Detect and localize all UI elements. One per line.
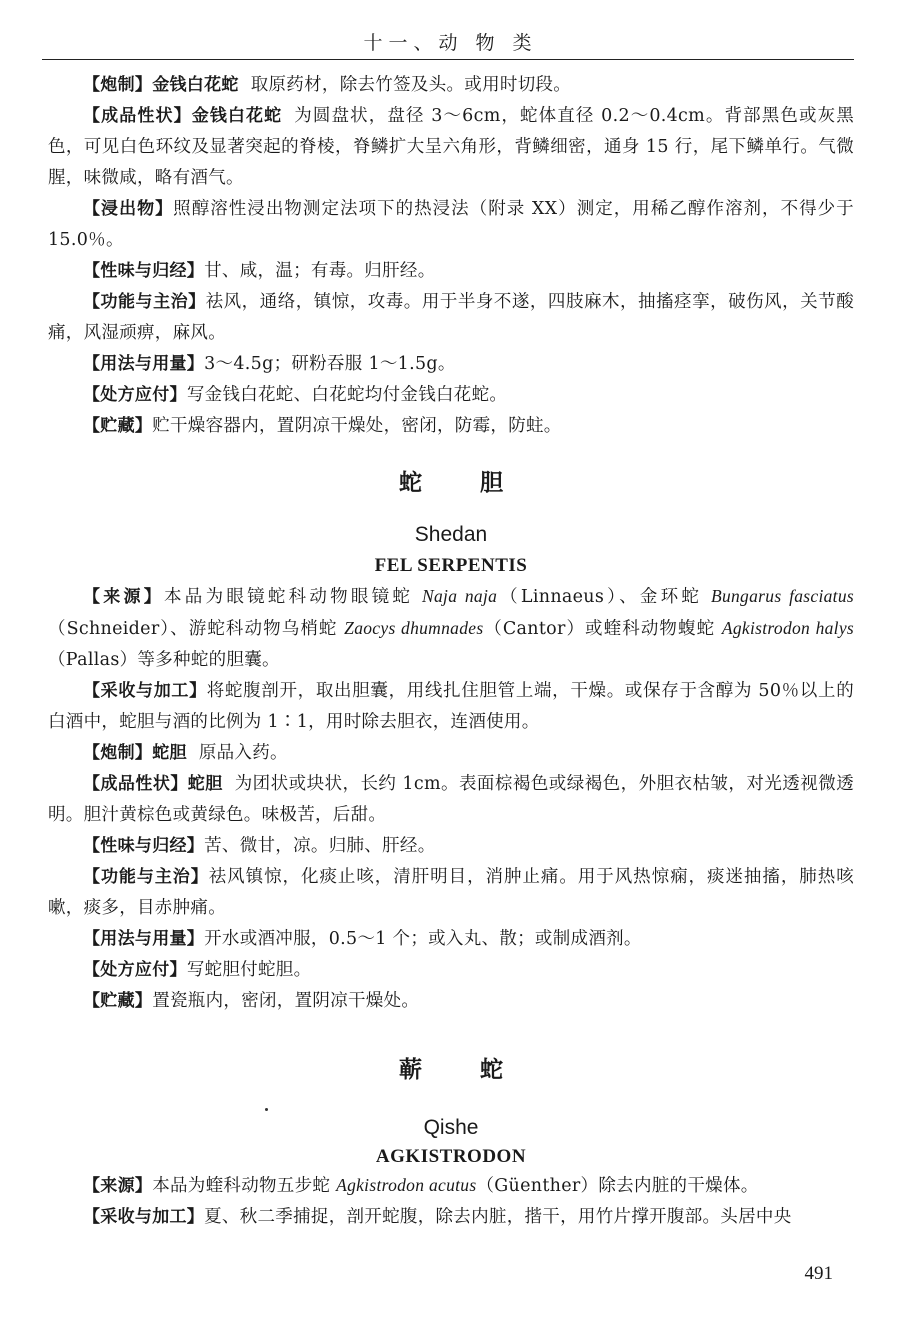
paragraph-product-character [48, 101, 854, 194]
paragraph-collection [48, 1202, 854, 1233]
paragraph-storage [48, 411, 854, 442]
paragraph-collection [48, 676, 854, 738]
paragraph-text: 为圆盘状，盘径 3～6cm，蛇体直径 0.2～0.4cm。背部黑色或灰黑色，可见白色环纹及显著突起的脊棱，脊鳞扩大呈六角形，背鳞细密，通身 15 行，尾下鳞单行。气微腥，味微咸，略有酒气。 [48, 106, 854, 188]
entry-title: 蕲蛇 [399, 1057, 561, 1083]
entry-pinyin: Qishe [423, 1116, 479, 1139]
section-label: 【处方应付】 [83, 385, 187, 405]
paragraph-dosage [48, 924, 854, 955]
entry-shedan [48, 464, 854, 1017]
species-name: Agkistrodon halys [721, 618, 855, 638]
section-label: 【贮藏】 [83, 416, 153, 436]
paragraph-text: 置瓷瓶内，密闭，置阴凉干燥处。 [152, 991, 420, 1011]
page-content [48, 70, 854, 1233]
species-name: Bungarus fasciatus [710, 586, 854, 606]
section-label: 【炮制】 [83, 75, 153, 95]
entry-latin-name: AGKISTRODON [375, 1146, 527, 1167]
paragraph-text: 照醇溶性浸出物测定法项下的热浸法（附录 XX）测定，用稀乙醇作溶剂，不得少于 15.0％。 [48, 199, 854, 250]
entry-latin-name: FEL SERPENTIS [374, 555, 528, 576]
species-name: Zaocys dhumnades [344, 618, 484, 638]
paragraph-text: 写蛇胆付蛇胆。 [186, 960, 312, 980]
paragraph-text: 贮干燥容器内，置阴凉干燥处，密闭，防霉，防蛀。 [152, 416, 562, 436]
paragraph-text: 3～4.5g；研粉吞服 1～1.5g。 [204, 354, 456, 374]
section-label: 【采收与加工】 [83, 681, 207, 701]
section-label: 【浸出物】 [83, 199, 174, 219]
paragraph-source [48, 1170, 854, 1202]
paragraph-processing [48, 70, 854, 101]
paragraph-processing [48, 738, 854, 769]
section-jinqian-baihuashe [48, 70, 854, 442]
species-name: Agkistrodon acutus [336, 1175, 477, 1195]
print-speck [265, 1108, 268, 1111]
entry-title: 蛇胆 [399, 470, 561, 496]
paragraph-extract [48, 194, 854, 256]
paragraph-dosage [48, 349, 854, 380]
paragraph-functions [48, 287, 854, 349]
paragraph-text: 开水或酒冲服，0.5～1 个；或入丸、散；或制成酒剂。 [204, 929, 642, 949]
section-label: 【性味与归经】 [83, 836, 205, 856]
paragraph-source [48, 581, 854, 676]
paragraph-text: （Pallas）等多种蛇的胆囊。 [48, 650, 280, 670]
section-label: 【采收与加工】 [83, 1207, 205, 1227]
term: 金钱白花蛇 [191, 106, 283, 126]
paragraph-text: （Linnaeus）、金环蛇 [497, 587, 711, 607]
paragraph-storage [48, 986, 854, 1017]
term: 蛇胆 [187, 774, 223, 794]
term: 金钱白花蛇 [152, 75, 239, 95]
species-name: Naja naja [422, 586, 498, 606]
paragraph-text: （Cantor）或蝰科动物蝮蛇 [483, 619, 722, 639]
entry-pinyin: Shedan [414, 523, 488, 546]
entry-qishe [48, 1051, 854, 1233]
paragraph-functions [48, 862, 854, 924]
paragraph-text: 本品为眼镜蛇科动物眼镜蛇 [164, 587, 423, 607]
section-label: 【贮藏】 [83, 991, 153, 1011]
paragraph-text: 苦、微甘，凉。归肺、肝经。 [204, 836, 436, 856]
running-header: 十一、动 物 类 [363, 32, 538, 54]
header-rule [42, 59, 854, 60]
paragraph-text: （Güenther）除去内脏的干燥体。 [476, 1176, 759, 1196]
paragraph-text: 原品入药。 [198, 743, 288, 763]
paragraph-text: 祛风镇惊，化痰止咳，清肝明目，消肿止痛。用于风热惊痫，痰迷抽搐，肺热咳嗽，痰多，目赤肿痛。 [48, 867, 854, 918]
section-label: 【功能与主治】 [83, 867, 209, 887]
paragraph-product-character [48, 769, 854, 831]
paragraph-text: 将蛇腹剖开，取出胆囊，用线扎住胆管上端，干燥。或保存于含醇为 50％以上的白酒中，蛇胆与酒的比例为 1∶1，用时除去胆衣，连酒使用。 [48, 681, 854, 732]
paragraph-text: 夏、秋二季捕捉，剖开蛇腹，除去内脏，揩干，用竹片撑开腹部。头居中央 [204, 1207, 792, 1227]
section-label: 【成品性状】 [83, 106, 192, 126]
paragraph-text: 本品为蝰科动物五步蛇 [152, 1176, 337, 1196]
paragraph-text: 为团状或块状，长约 1cm。表面棕褐色或绿褐色，外胆衣枯皱，对光透视微透明。胆汁黄棕色或黄绿色。味极苦，后甜。 [48, 774, 854, 825]
paragraph-text: 甘、咸，温；有毒。归肝经。 [204, 261, 436, 281]
term: 蛇胆 [152, 743, 187, 763]
paragraph-text: 祛风，通络，镇惊，攻毒。用于半身不遂，四肢麻木，抽搐痉挛，破伤风，关节酸痛，风湿顽痹，麻风。 [48, 292, 854, 343]
paragraph-text: （Schneider）、游蛇科动物乌梢蛇 [48, 619, 345, 639]
paragraph-text: 写金钱白花蛇、白花蛇均付金钱白花蛇。 [186, 385, 508, 405]
section-label: 【来源】 [83, 587, 165, 607]
section-label: 【处方应付】 [83, 960, 187, 980]
paragraph-prescription [48, 955, 854, 986]
section-label: 【性味与归经】 [83, 261, 205, 281]
section-label: 【用法与用量】 [83, 929, 205, 949]
paragraph-nature-meridian [48, 256, 854, 287]
section-label: 【成品性状】 [83, 774, 188, 794]
page-number: 491 [804, 1263, 833, 1284]
section-label: 【来源】 [83, 1176, 153, 1196]
paragraph-text: 取原药材，除去竹签及头。或用时切段。 [250, 75, 572, 95]
section-label: 【炮制】 [83, 743, 153, 763]
paragraph-nature-meridian [48, 831, 854, 862]
section-label: 【功能与主治】 [83, 292, 206, 312]
paragraph-prescription [48, 380, 854, 411]
section-label: 【用法与用量】 [83, 354, 205, 374]
